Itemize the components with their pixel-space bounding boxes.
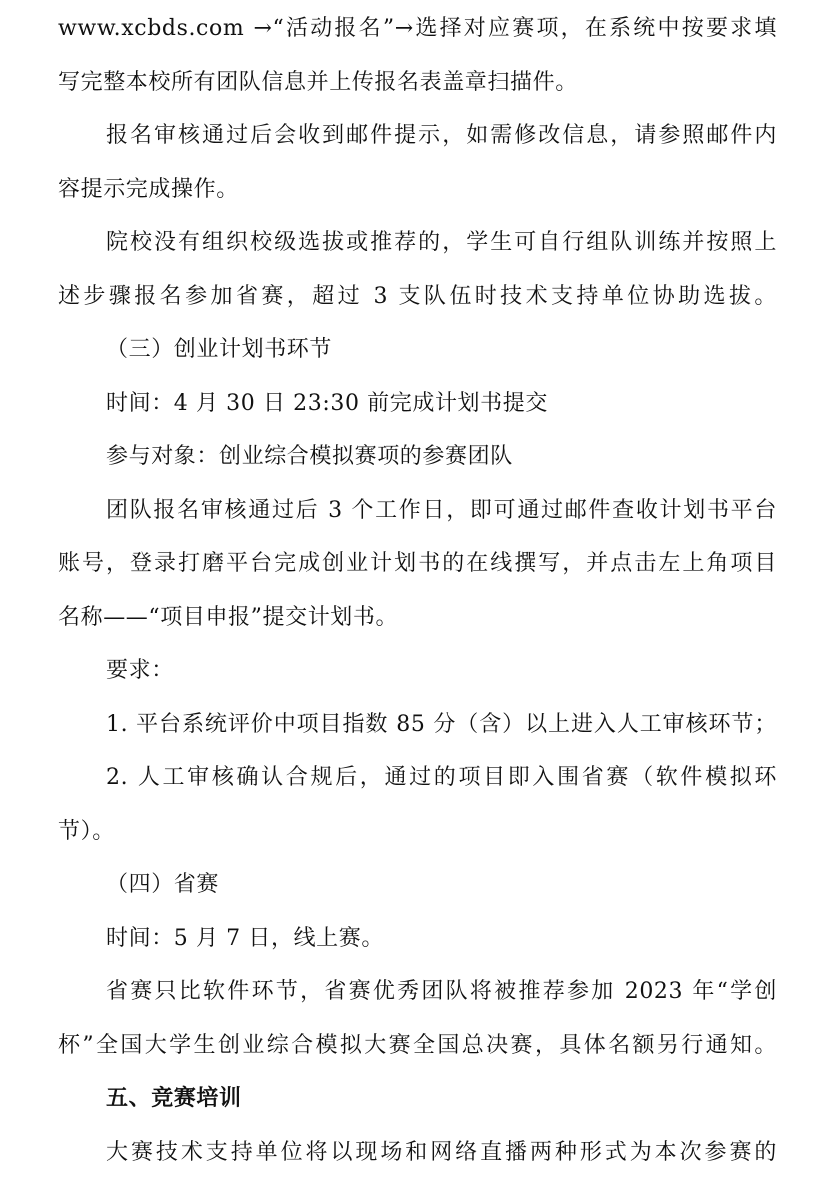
paragraph-line: 名称——“项目申报”提交计划书。 [58, 604, 399, 630]
paragraph-line: 杯”全国大学生创业综合模拟大赛全国总决赛，具体名额另行通知。 [58, 1032, 777, 1058]
section-heading-4: （四）省赛 [106, 872, 220, 897]
paragraph-line: 写完整本校所有团队信息并上传报名表盖章扫描件。 [58, 69, 578, 95]
paragraph-line: 账号，登录打磨平台完成创业计划书的在线撰写，并点击左上角项目 [58, 551, 777, 576]
paragraph-line: 院校没有组织校级选拔或推荐的，学生可自行组队训练并按照上 [106, 230, 777, 255]
paragraph-line: 节）。 [58, 818, 115, 844]
paragraph-line: 时间：4 月 30 日 23:30 前完成计划书提交 [106, 390, 548, 416]
paragraph-line: 容提示完成操作。 [58, 176, 239, 202]
paragraph-line: 述步骤报名参加省赛，超过 3 支队伍时技术支持单位协助选拔。 [58, 283, 777, 309]
paragraph-line: 报名审核通过后会收到邮件提示，如需修改信息，请参照邮件内 [106, 123, 777, 148]
paragraph-line: 团队报名审核通过后 3 个工作日，即可通过邮件查收计划书平台 [106, 497, 777, 523]
paragraph-line: www.xcbds.com →“活动报名”→选择对应赛项，在系统中按要求填 [58, 16, 777, 41]
paragraph-line: 大赛技术支持单位将以现场和网络直播两种形式为本次参赛的 [106, 1139, 777, 1165]
paragraph-line: 时间：5 月 7 日，线上赛。 [106, 925, 384, 951]
list-item: 1. 平台系统评价中项目指数 85 分（含）以上进入人工审核环节； [106, 711, 777, 737]
paragraph-line: 参与对象：创业综合模拟赛项的参赛团队 [106, 444, 513, 469]
paragraph-line: 要求： [106, 658, 174, 683]
section-heading-5: 五、竞赛培训 [106, 1086, 242, 1111]
section-heading-3: （三）创业计划书环节 [106, 337, 333, 362]
paragraph-line: 省赛只比软件环节，省赛优秀团队将被推荐参加 2023 年“学创 [106, 979, 777, 1004]
list-item: 2. 人工审核确认合规后，通过的项目即入围省赛（软件模拟环 [106, 765, 777, 790]
